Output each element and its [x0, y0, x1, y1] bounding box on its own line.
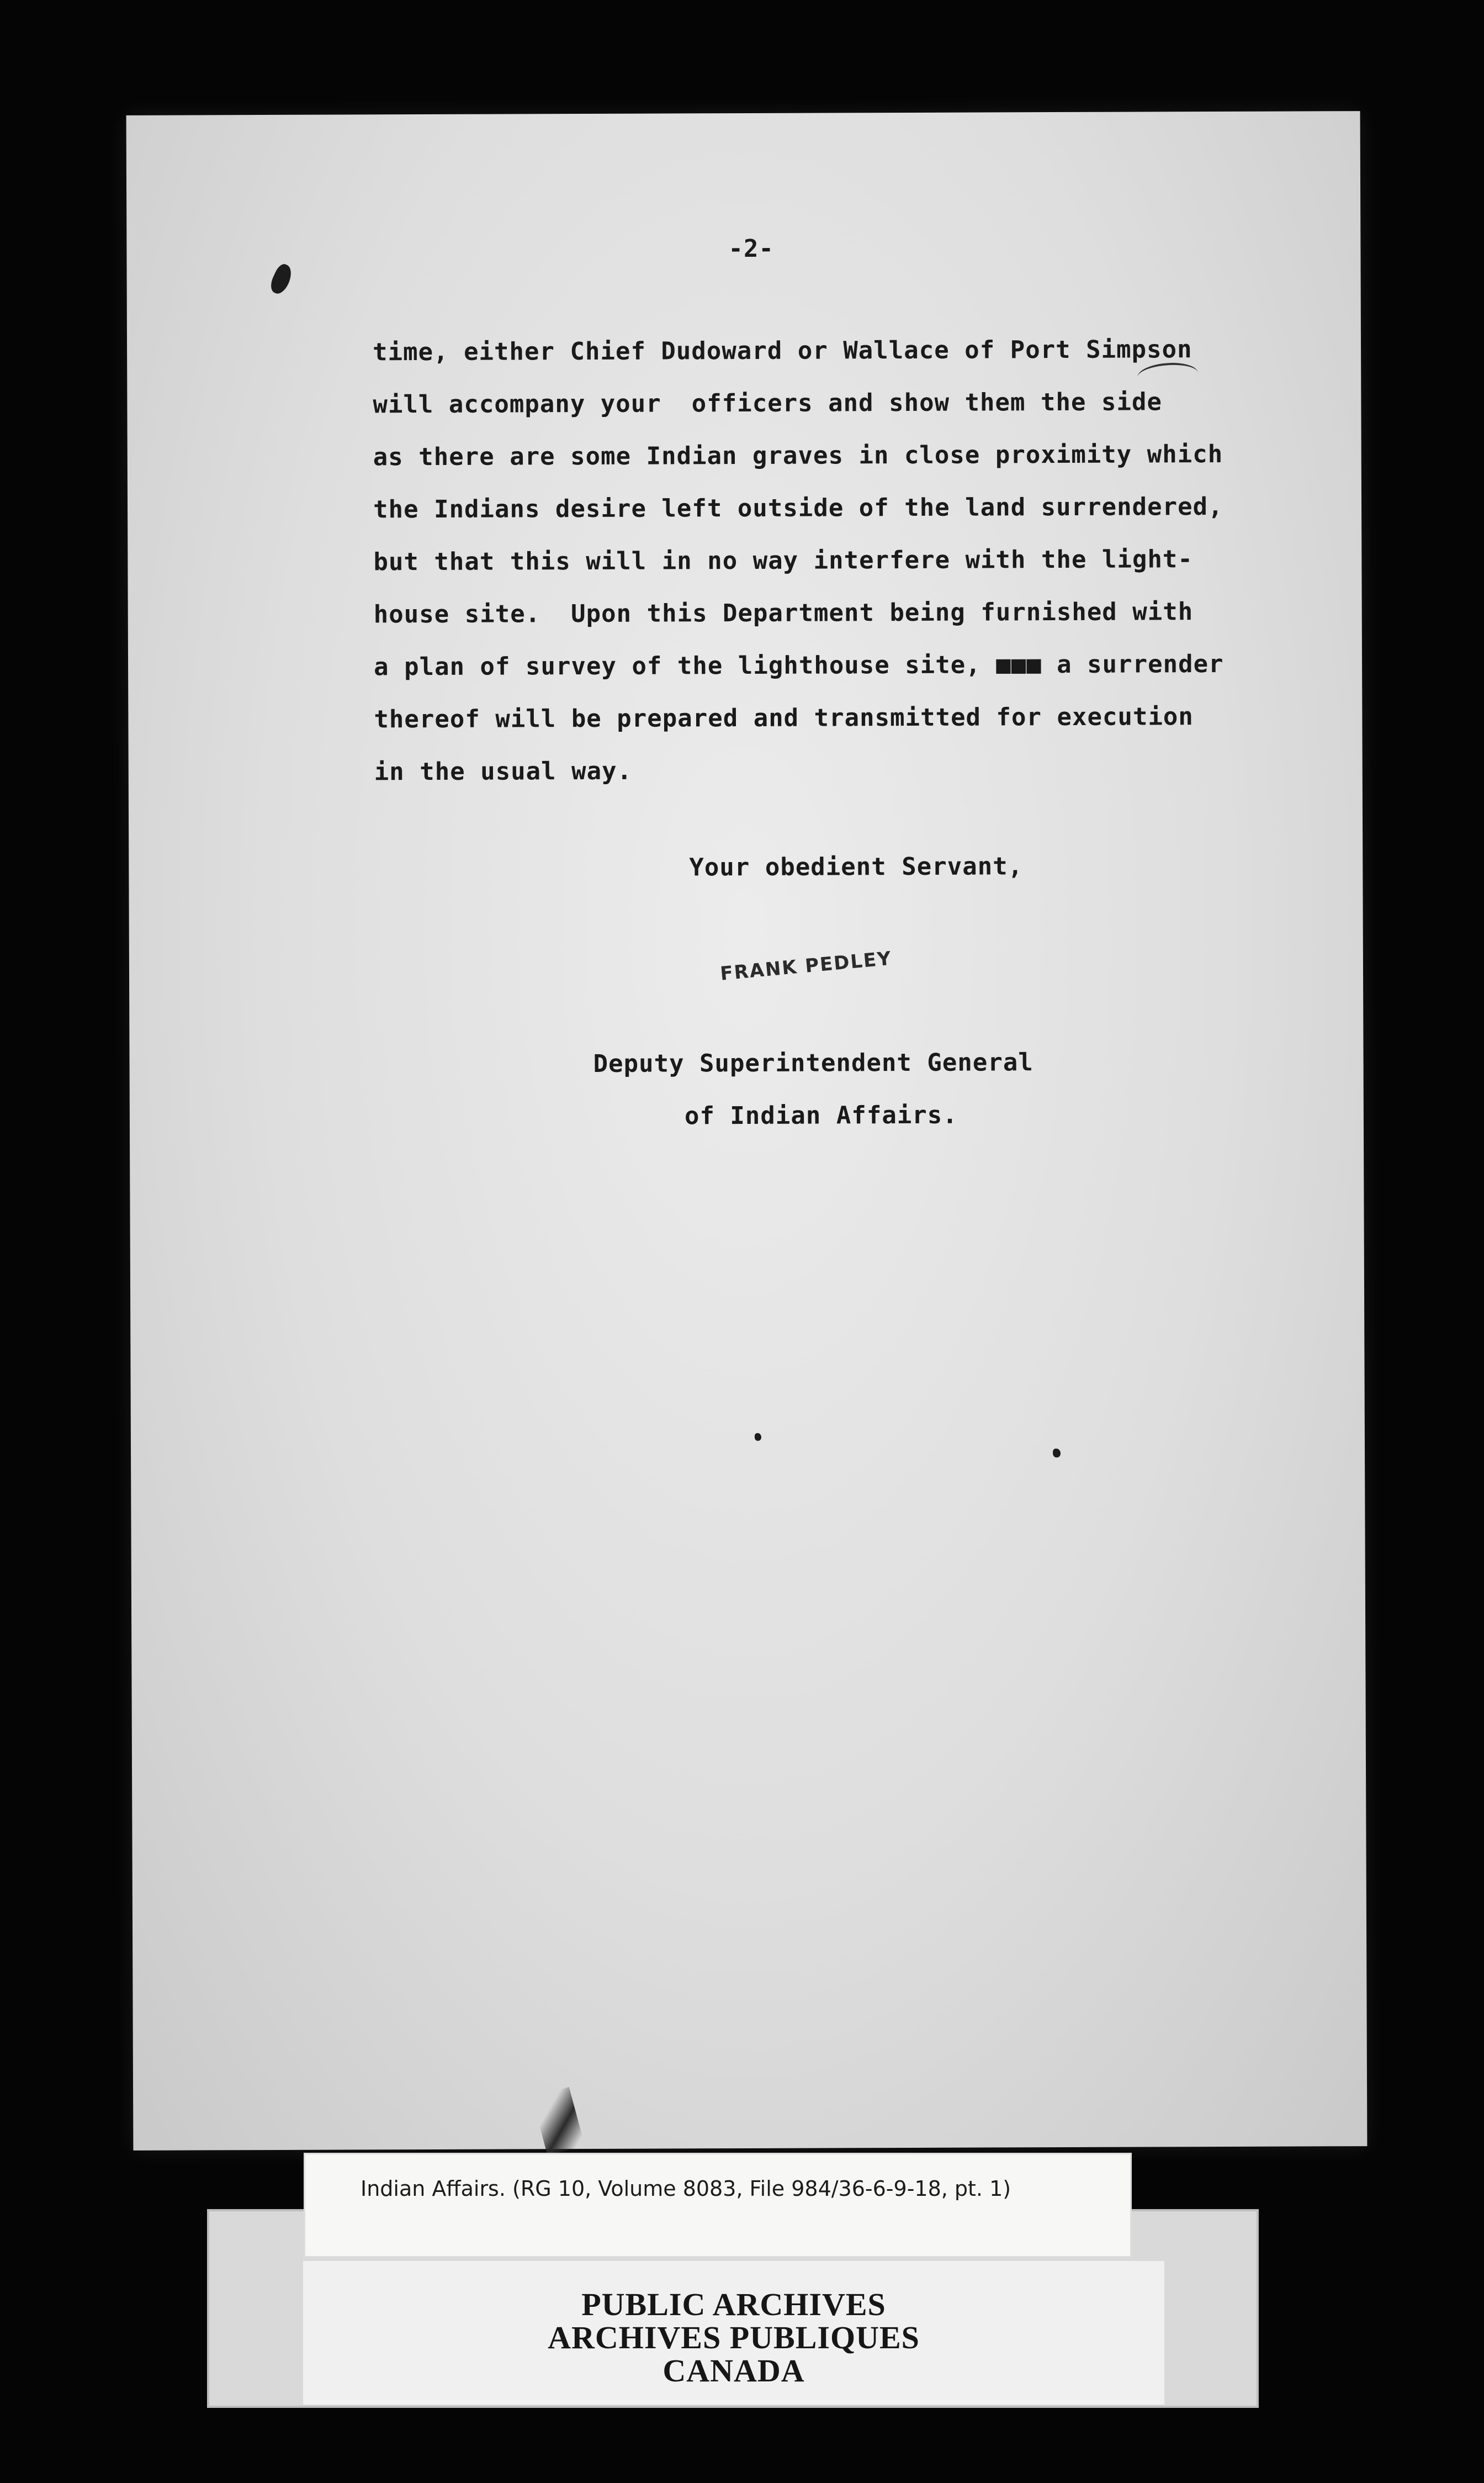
letter-line-2: will accompany your officers and show them the side	[373, 388, 1162, 419]
letter-line-5: but that this will in no way interfere with the light-	[373, 545, 1193, 577]
letter-line-8: thereof will be prepared and transmitted for execution	[374, 702, 1194, 734]
archive-stamp-line-3: CANADA	[662, 2353, 805, 2389]
signatory-title-line-1: Deputy Superintendent General	[593, 1048, 1034, 1078]
closing-salutation: Your obedient Servant,	[689, 852, 1024, 882]
archive-stamp-line-2: ARCHIVES PUBLIQUES	[548, 2320, 920, 2355]
archive-stamp	[303, 2261, 1164, 2405]
signatory-title-line-2: of Indian Affairs.	[684, 1101, 958, 1130]
citation-label	[304, 2153, 1132, 2258]
letter-line-3: as there are some Indian graves in close proximity which	[373, 440, 1223, 472]
letter-line-9: in the usual way.	[374, 757, 633, 786]
typed-letter-page	[126, 111, 1368, 2151]
letter-line-1: time, either Chief Dudoward or Wallace of Port Simpson	[372, 335, 1192, 367]
letter-line-4: the Indians desire left outside of the land surrendered,	[373, 492, 1223, 524]
ink-speck	[755, 1433, 761, 1441]
ink-smudge	[267, 262, 295, 297]
paper-fold-mark	[532, 2087, 585, 2156]
archive-stamp-line-1: PUBLIC ARCHIVES	[581, 2286, 886, 2322]
handwritten-correction-mark	[1137, 361, 1199, 389]
citation-text: Indian Affairs. (RG 10, Volume 8083, File 984/36-6-9-18, pt. 1)	[361, 2176, 1011, 2201]
signature-stamp: FRANK PEDLEY	[719, 947, 893, 985]
page-number: -2-	[728, 234, 774, 263]
letter-line-7: a plan of survey of the lighthouse site, ■■■ a surrender	[373, 649, 1224, 681]
letter-line-6: house site. Upon this Department being furnished with	[373, 598, 1194, 629]
ink-speck	[1053, 1449, 1061, 1457]
